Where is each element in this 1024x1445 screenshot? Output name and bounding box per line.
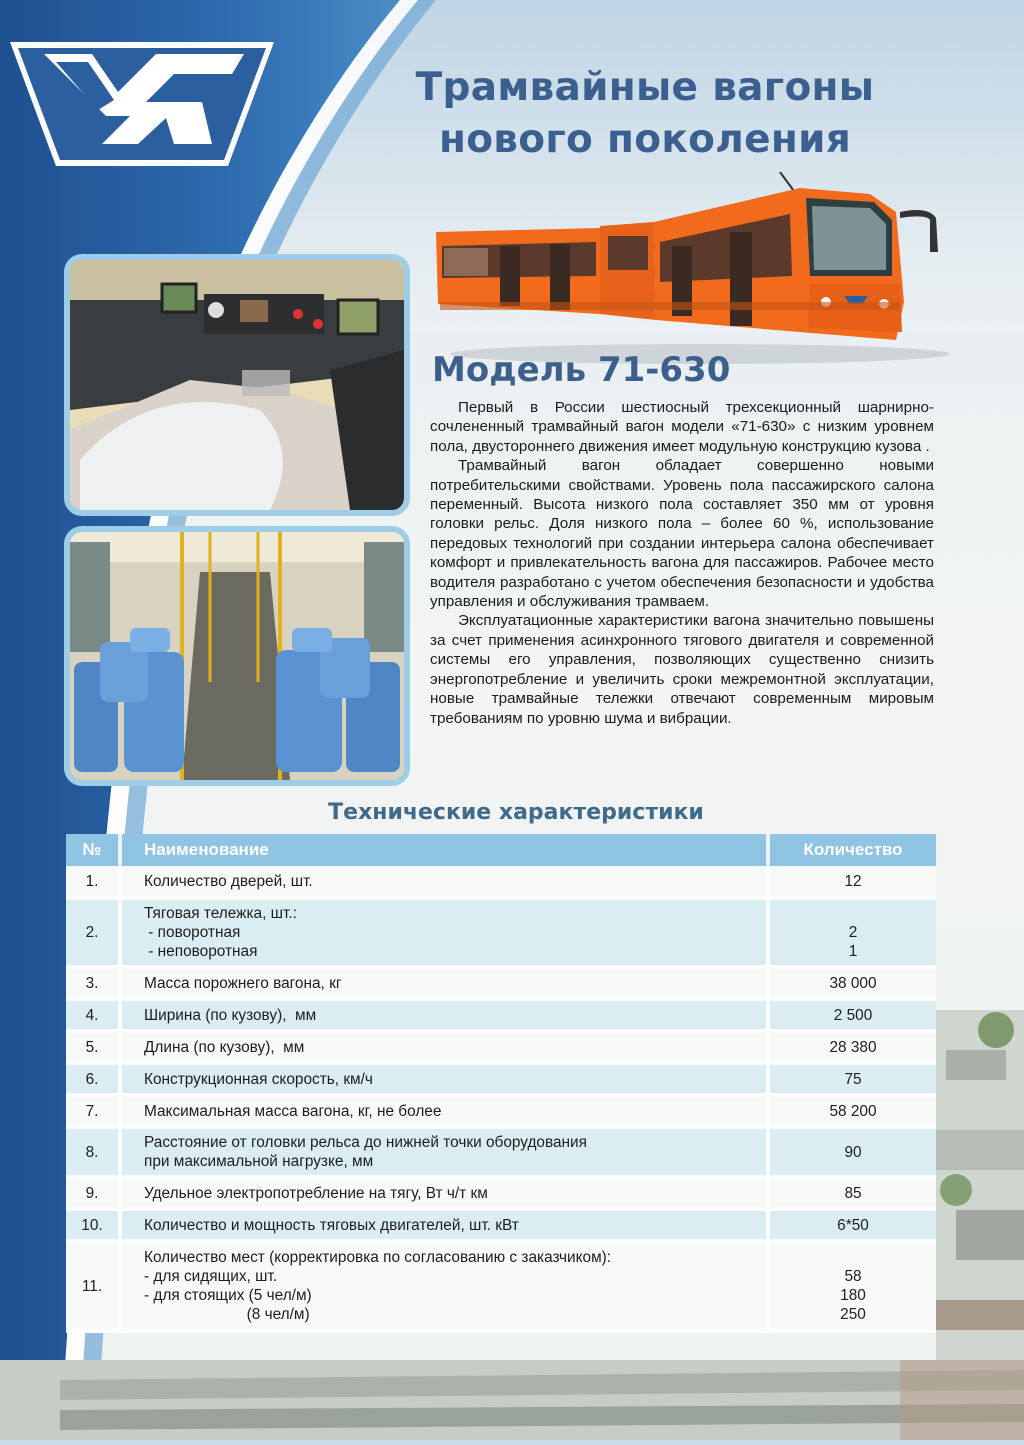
row-name-line: - для стоящих (5 чел/м) [144,1287,312,1304]
row-quantity-line: 250 [840,1306,866,1323]
row-name-line: Тяговая тележка, шт.: [144,905,297,922]
table-row [66,1241,936,1331]
table-row [66,1209,936,1241]
row-quantity-line: 6*50 [837,1216,869,1234]
row-number: 4. [66,999,120,1031]
row-name [120,866,768,898]
row-quantity-line: 58 200 [829,1102,877,1120]
row-quantity-line: 1 [848,943,858,960]
row-name-line: Максимальная масса вагона, кг, не более [144,1102,442,1120]
header-qty: Количество [768,834,936,866]
row-name [120,1095,768,1127]
header-num: № [66,834,120,866]
table-row [66,1031,936,1063]
row-name-line: Масса порожнего вагона, кг [144,974,342,992]
row-name [120,1241,768,1331]
row-quantity-line: 180 [840,1287,866,1304]
specs-body [66,866,936,1331]
uk-logo-icon [6,40,278,168]
row-quantity-line [792,1248,914,1267]
description-text [430,398,934,728]
row-name-line: Удельное электропотребление на тягу, Вт ч/т км [144,1184,488,1202]
table-row [66,1127,936,1177]
row-name [120,1127,768,1177]
city-background-bottom [0,1360,1024,1440]
row-name-line: Количество мест (корректировка по согласованию с заказчиком): [144,1249,612,1266]
tram-image [430,172,950,372]
row-name-line: при максимальной нагрузке, мм [144,1153,374,1170]
description-paragraph-3: Эксплуатационные характеристики вагона значительно повышены за счет применения асинхронного тягового двигателя и современной системы его управления, позволяющих существенно снизить энергопотребление и увеличить сроки межремонтной эксплуатации, новые трамвайные тележки отвечают современным мировым требованиям по уровню шума и вибрации. [430,612,934,727]
row-quantity-line: 90 [844,1143,862,1161]
city-background-right [936,1010,1024,1370]
row-name-line: (8 чел/м) [144,1306,310,1323]
row-quantity-line: 12 [844,872,862,890]
row-quantity [768,1095,936,1127]
description-paragraph-1: Первый в России шестиосный трехсекционный шарнирно-сочлененный трамвайный вагон модели «71-630» с низким уровнем пола, двустороннего движения имеет модульную конструкцию кузова . [430,399,934,455]
description-paragraph-2: Трамвайный вагон обладает совершенно новыми потребительскими свойствами. Уровень пола пассажирского салона переменный. Высота низкого пола составляет 350 мм от уровня головки рельс. Доля низкого пола – более 60 %, использование передовых технологий при создании интерьера салона обеспечивает комфорт и привлекательность вагона для пассажиров. Рабочее место водителя разработано с учетом обеспечения безопасности и удобства управления и обслуживания трамваем. [430,457,934,611]
specs-table [66,834,936,1333]
row-quantity [768,1177,936,1209]
row-number: 1. [66,866,120,898]
row-number: 6. [66,1063,120,1095]
row-quantity-line: 2 500 [833,1006,873,1024]
row-quantity [768,1031,936,1063]
row-name-line: - поворотная [144,924,241,941]
row-number: 11. [66,1241,120,1331]
page-title [360,62,930,166]
row-quantity-line: 28 380 [829,1038,877,1056]
row-number: 2. [66,898,120,967]
row-quantity-line: 85 [844,1184,862,1202]
row-quantity-line: 75 [844,1070,862,1088]
row-number: 10. [66,1209,120,1241]
row-quantity [768,866,936,898]
row-quantity-line [792,904,914,923]
table-row [66,1095,936,1127]
row-name [120,1177,768,1209]
table-row [66,898,936,967]
row-number: 5. [66,1031,120,1063]
row-name-line: Расстояние от головки рельса до нижней точки оборудования [144,1134,587,1151]
row-name-line: Количество дверей, шт. [144,872,313,890]
title-line-1: Трамвайные вагоны [415,65,875,110]
table-row [66,866,936,898]
row-number: 8. [66,1127,120,1177]
row-quantity-line: 58 [844,1268,862,1285]
title-line-2: нового поколения [438,117,852,162]
row-number: 7. [66,1095,120,1127]
row-name-line: Ширина (по кузову), мм [144,1006,317,1024]
row-quantity-line: 38 000 [829,974,877,992]
row-quantity [768,1241,936,1331]
specs-title: Технические характеристики [328,800,704,825]
row-quantity [768,898,936,967]
row-quantity [768,999,936,1031]
row-name [120,967,768,999]
table-row [66,1177,936,1209]
row-name-line: Конструкционная скорость, км/ч [144,1070,373,1088]
table-row [66,1063,936,1095]
driver-cab-photo [64,254,410,516]
header-name: Наименование [120,834,768,866]
row-quantity [768,967,936,999]
table-row [66,967,936,999]
row-quantity-line: 2 [848,924,858,941]
row-name [120,1031,768,1063]
row-name [120,1063,768,1095]
row-number: 3. [66,967,120,999]
specs-header-row [66,834,936,866]
passenger-salon-photo [64,526,410,786]
table-row [66,999,936,1031]
row-quantity [768,1063,936,1095]
row-name-line: Количество и мощность тяговых двигателей, шт. кВт [144,1216,519,1234]
row-quantity [768,1209,936,1241]
row-name-line: - неповоротная [144,943,258,960]
model-heading: Модель 71-630 [432,350,731,390]
row-name [120,898,768,967]
row-quantity [768,1127,936,1177]
row-number: 9. [66,1177,120,1209]
row-name-line: Длина (по кузову), мм [144,1038,305,1056]
row-name [120,999,768,1031]
row-name-line: - для сидящих, шт. [144,1268,278,1285]
row-name [120,1209,768,1241]
